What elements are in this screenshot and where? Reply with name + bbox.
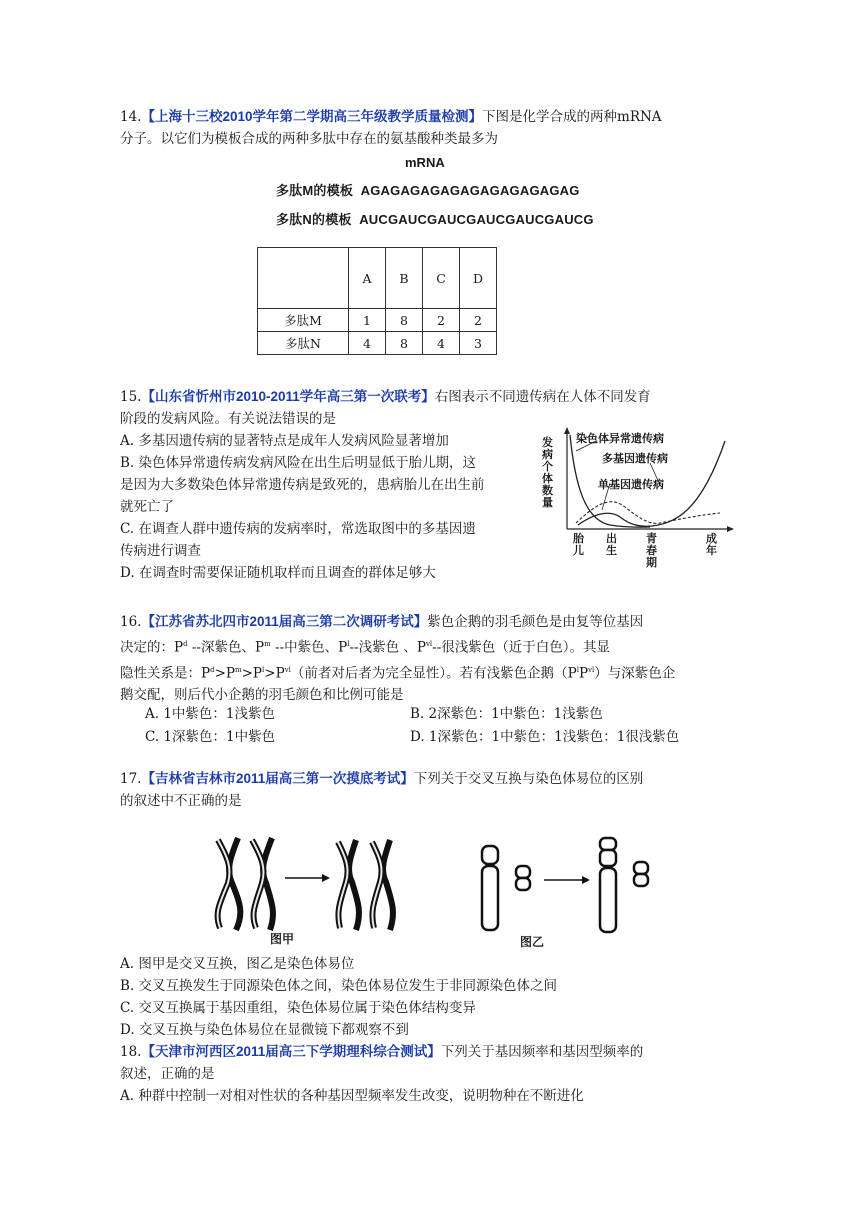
table-row — [258, 248, 497, 309]
question-source: 【江苏省苏北四市2011届高三第二次调研考试】 — [141, 614, 428, 629]
table-row — [258, 309, 497, 332]
option-a: A. 多基因遗传病的显著特点是成年人发病风险显著增加 — [120, 433, 449, 449]
question-text: 鹅交配，则后代小企鹅的羽毛颜色和比例可能是 — [120, 687, 404, 703]
q17-options — [120, 953, 740, 1041]
question-number: 16. — [120, 614, 142, 630]
table-cell: 8 — [386, 309, 423, 332]
x-label-puberty: 青春期 — [646, 532, 657, 569]
table-cell: 1 — [349, 309, 386, 332]
option-a: A. 种群中控制一对相对性状的各种基因型频率发生改变，说明物种在不断进化 — [120, 1088, 584, 1104]
option-c: C. 交叉互换属于基因重组，染色体易位属于染色体结构变异 — [120, 1000, 476, 1016]
graph-svg — [540, 425, 740, 585]
table-cell — [258, 248, 349, 309]
question-text-line: 决定的：$P^d$ --深紫色、$P^m$ --中紫色、$P^l--$浅紫色 、$P^{vl}--$很浅紫色（近于白色）。其显 — [120, 639, 611, 656]
q14-stem — [120, 106, 740, 150]
option-b-cont: 是因为大多数染色体异常遗传病是致死的，患病胎儿在出生前 — [120, 477, 485, 493]
table-cell: A — [349, 248, 386, 309]
question-text: 叙述，正确的是 — [120, 1066, 215, 1082]
table-cell: 多肽M — [258, 309, 349, 332]
question-text: 右图表示不同遗传病在人体不同发育 — [434, 389, 651, 405]
mrna-template-m: 多肽M的模板 AGAGAGAGAGAGAGAGAGAGAG — [276, 183, 580, 198]
q15-stem — [120, 386, 740, 430]
table-cell: 3 — [460, 332, 497, 355]
question-text: 阶段的发病风险。有关说法错误的是 — [120, 411, 336, 427]
question-text: 下列关于交叉互换与染色体易位的区别 — [413, 771, 644, 787]
question-source: 【上海十三校2010学年第二学期高三年级教学质量检测】 — [141, 109, 483, 124]
table-cell: B — [386, 248, 423, 309]
table-cell: 2 — [460, 309, 497, 332]
question-source: 【天津市河西区2011届高三下学期理科综合测试】 — [141, 1044, 441, 1059]
curve-label-polygenic: 多基因遗传病 — [602, 452, 668, 465]
q17-stem — [120, 768, 740, 812]
option-b: B. 2深紫色：1中紫色：1浅紫色 — [410, 706, 603, 722]
table-cell: 2 — [423, 309, 460, 332]
question-text: 的叙述中不正确的是 — [120, 793, 242, 809]
question-number: 18. — [120, 1044, 142, 1060]
option-d: D. 交叉互换与染色体易位在显微镜下都观察不到 — [120, 1022, 409, 1038]
table-cell: 4 — [349, 332, 386, 355]
question-number: 14. — [120, 109, 142, 125]
q18-stem — [120, 1041, 740, 1107]
question-number: 15. — [120, 389, 142, 405]
mrna-template-n: 多肽N的模板 AUCGAUCGAUCGAUCGAUCGAUCG — [276, 212, 594, 227]
disease-risk-graph — [540, 425, 740, 585]
question-text: 下列关于基因频率和基因型频率的 — [440, 1044, 644, 1060]
x-label-fetus: 胎儿 — [573, 532, 584, 557]
option-d: D. 1深紫色：1中紫色：1浅紫色：1很浅紫色 — [410, 729, 680, 745]
option-d: D. 在调查时需要保证随机取样而且调查的群体足够大 — [120, 565, 436, 581]
question-number: 17. — [120, 771, 142, 787]
table-cell: C — [423, 248, 460, 309]
option-a: A. 1中紫色：1浅紫色 — [145, 706, 276, 722]
mrna-title: mRNA — [405, 155, 445, 170]
table-cell: 8 — [386, 332, 423, 355]
option-b: B. 交叉互换发生于同源染色体之间，染色体易位发生于非同源染色体之间 — [120, 978, 558, 994]
figure-label-a: 图甲 — [270, 932, 295, 946]
option-c: C. 1深紫色：1中紫色 — [145, 729, 276, 745]
curve-label-monogenic: 单基因遗传病 — [598, 478, 664, 491]
question-text: 下图是化学合成的两种mRNA — [482, 109, 662, 125]
question-text: 紫色企鹅的羽毛颜色是由复等位基因 — [427, 614, 644, 630]
graph-ylabel: 发病个体数量 — [542, 436, 553, 509]
chromosome-figure — [200, 828, 680, 953]
option-b: B. 染色体异常遗传病发病风险在出生后明显低于胎儿期，这 — [120, 455, 477, 471]
curve-label-chromosome: 染色体异常遗传病 — [576, 432, 664, 445]
question-text: 分子。以它们为模板合成的两种多肽中存在的氨基酸种类最多为 — [120, 131, 498, 147]
figure-label-b: 图乙 — [520, 935, 545, 949]
table-row — [258, 332, 497, 355]
option-c-cont: 传病进行调查 — [120, 543, 201, 559]
q16-stem — [120, 611, 740, 706]
option-b-cont: 就死亡了 — [120, 499, 174, 515]
x-label-adult: 成年 — [706, 532, 717, 557]
table-cell: D — [460, 248, 497, 309]
question-source: 【山东省忻州市2010-2011学年高三第一次联考】 — [141, 389, 435, 404]
x-label-birth: 出生 — [606, 532, 617, 557]
monogenic-curve — [576, 502, 720, 524]
question-text-line: 隐性关系是：$P^d>P^m>P^l>P^{vl}$（前者对后者为完全显性）。若有浅紫色企鹅$(P^lP^{vl})$与深紫色企 — [120, 665, 676, 681]
option-a: A. 图甲是交叉互换，图乙是染色体易位 — [120, 956, 355, 972]
table-cell: 4 — [423, 332, 460, 355]
answer-table — [257, 247, 497, 355]
question-source: 【吉林省吉林市2011届高三第一次摸底考试】 — [141, 771, 414, 786]
option-c: C. 在调查人群中遗传病的发病率时，常选取图中的多基因遗 — [120, 521, 476, 537]
q15-options — [120, 430, 540, 584]
table-cell: 多肽N — [258, 332, 349, 355]
